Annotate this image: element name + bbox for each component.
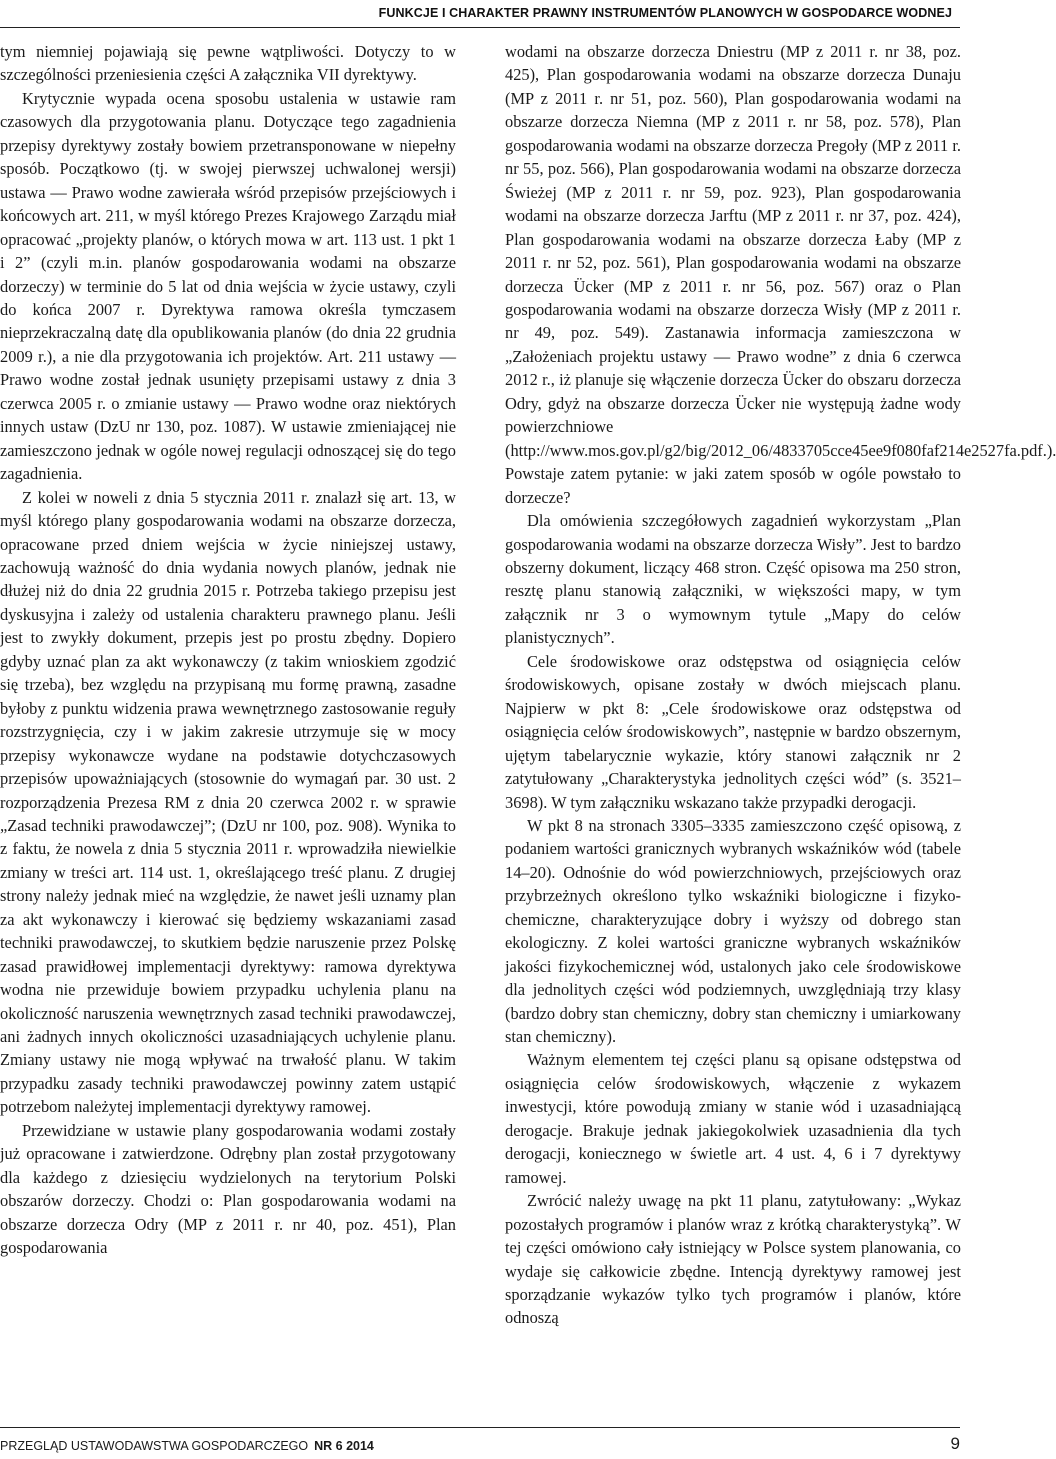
running-title: FUNKCJE I CHARAKTER PRAWNY INSTRUMENTÓW PLANOWYCH W GOSPODARCE WODNEJ — [378, 6, 952, 20]
left-text-column — [0, 40, 456, 1260]
right-text-column — [505, 40, 1056, 1330]
issue-number: NR 6 2014 — [314, 1439, 374, 1453]
paragraph: Z kolei w noweli z dnia 5 stycznia 2011 r. znalazł się art. 13, w myśl którego plany gospodarowania wodami na obszarze dorzecza, opracowane przed dniem wejścia w życie niniejszej ustawy, zachowują ważność do dnia wydania nowych planów, jednak nie dłużej niż do dnia 22 grudnia 2015 r. Potrzeba takiego przepisu jest dyskusyjna i zależy od ustalenia charakteru prawnego planu. Jeśli jest to zwykły dokument, przepis jest po prostu zbędny. Dopiero gdyby uznać plan za akt wykonawczy (z takim wnioskiem zgodzić się trzeba), bez względu na przypisaną mu formę prawną, zasadne byłoby z punktu widzenia prawa wewnętrznego zastosowanie reguły rozstrzygnięcia, czy i w jakim zakresie utrzymuje się w mocy przepisy wykonawcze wydane na podstawie dotychczasowych przepisów upoważniających (stosownie do wymagań par. 30 ust. 2 rozporządzenia Prezesa RM z dnia 20 czerwca 2002 r. w sprawie „Zasad techniki prawodawczej”; (DzU nr 100, poz. 908). Wynika to z faktu, że nowela z dnia 5 stycznia 2011 r. wprowadziła niewielkie zmiany w treści art. 114 ust. 1, określającego treść planu. Z drugiej strony należy jednak mieć na względzie, że nawet jeśli uznamy plan za akt wykonawczy i kierować się będziemy wskazaniami zasad techniki prawodawczej, to skutkiem będzie naruszenie przez Polskę zasad prawidłowej implementacji dyrektywy: ramowa dyrektywa wodna nie przewiduje bowiem przypadku uchylenia planu na okoliczność naruszenia wewnętrznych zasad techniki prawodawczej, ani żadnych innych okoliczności uzasadniających uchylenie planu. Zmiany ustawy nie mogą wpływać na trwałość planu. W takim przypadku zasady techniki prawodawczej powinny zatem ustąpić potrzebom należytej implementacji dyrektywy ramowej. — [0, 487, 456, 1117]
header-divider — [0, 27, 960, 28]
footer-journal-info — [0, 1439, 374, 1453]
paragraph: wodami na obszarze dorzecza Dniestru (MP z 2011 r. nr 38, poz. 425), Plan gospodarowania wodami na obszarze dorzecza Dunaju (MP z 2011 r. nr 51, poz. 560), Plan gospodarowania wodami na obszarze dorzecza Niemna (MP z 2011 r. nr 58, poz. 578), Plan gospodarowania wodami na obszarze dorzecza Pregoły (MP z 2011 r. nr 55, poz. 566), Plan gospodarowania wodami na obszarze dorzecza Świeżej (MP z 2011 r. nr 59, poz. 923), Plan gospodarowania wodami na obszarze dorzecza Jarftu (MP z 2011 r. nr 37, poz. 424), Plan gospodarowania wodami na obszarze dorzecza Łaby (MP z 2011 r. nr 52, poz. 561), Plan gospodarowania wodami na obszarze dorzecza Ücker (MP z 2011 r. nr 56, poz. 567) oraz o Plan gospodarowania wodami na obszarze dorzecza Wisły (MP z 2011 r. nr 49, poz. 549). Zastanawia informacja zamieszczona w „Założeniach projektu ustawy — Prawo wodne” z dnia 6 czerwca 2012 r., iż planuje się włączenie dorzecza Ücker do obszaru dorzecza Odry, gdyż na obszarze dorzecza Ücker nie występują żadne wody powierzchniowe (http://www.mos.gov.pl/g2/big/2012_06/4833705cce45ee9f080faf214e2527fa.pdf.). Powstaje zatem pytanie: w jaki zatem sposób w ogóle powstało to dorzecze? — [505, 42, 1056, 507]
paragraph: Dla omówienia szczegółowych zagadnień wykorzystam „Plan gospodarowania wodami na obszarze dorzecza Wisły”. Jest to bardzo obszerny dokument, liczący 468 stron. Część opisowa ma 250 stron, resztę planu stanowią załączniki, w większości mapy, w tym załącznik nr 3 o wymownym tytule „Mapy do celów planistycznych”. — [505, 511, 961, 648]
journal-name: PRZEGLĄD USTAWODAWSTWA GOSPODARCZEGO — [0, 1439, 309, 1453]
paragraph: Przewidziane w ustawie plany gospodarowania wodami zostały już opracowane i zatwierdzone. Odrębny plan został przygotowany dla każdego z dziesięciu wydzielonych na terytorium Polski obszarów dorzeczy. Chodzi o: Plan gospodarowania wodami na obszarze dorzecza Odry (MP z 2011 r. nr 40, poz. 451), Plan gospodarowania — [0, 1120, 456, 1258]
paragraph: Zwrócić należy uwagę na pkt 11 planu, zatytułowany: „Wykaz pozostałych programów i planów wraz z krótką charakterystyką”. W tej części omówiono cały istniejący w Polsce system planowania, co wydaje się całkowicie zbędne. Intencją dyrektywy ramowej jest sporządzanie wykazów tylko tych programów i planów, które odnoszą — [505, 1191, 961, 1328]
footer-divider — [0, 1427, 960, 1428]
paragraph: tym niemniej pojawiają się pewne wątpliwości. Dotyczy to w szczególności przeniesienia części A załącznika VII dyrektywy. — [0, 42, 456, 85]
paragraph: Krytycznie wypada ocena sposobu ustalenia w ustawie ram czasowych dla przygotowania planu. Dotyczące tego zagadnienia przepisy dyrektywy zostały bowiem przetransponowane w niepełny sposób. Początkowo (tj. w swojej pierwszej uchwalonej wersji) ustawa — Prawo wodne zawierała wśród przepisów przejściowych i końcowych art. 211, w myśl którego Prezes Krajowego Zarządu miał opracować „projekty planów, o których mowa w art. 113 ust. 1 pkt 1 i 2” (czyli m.in. planów gospodarowania wodami na obszarze dorzeczy) w terminie do 5 lat od dnia wejścia w życie ustawy, czyli do końca 2007 r. Dyrektywa ramowa określa tymczasem nieprzekraczalną datę dla opublikowania planów (do dnia 22 grudnia 2009 r.), a nie dla przygotowania ich projektów. Art. 211 ustawy — Prawo wodne został jednak usunięty przepisami ustawy z dnia 3 czerwca 2005 r. o zmianie ustawy — Prawo wodne oraz niektórych innych ustaw (DzU nr 130, poz. 1087). W ustawie zmieniającej nie zamieszczono jednak w ogóle nowej regulacji odnoszącej się do tego zagadnienia. — [0, 88, 456, 484]
paragraph: W pkt 8 na stronach 3305–3335 zamieszczono część opisową, z podaniem wartości granicznych wybranych wskaźników wód (tabele 14–20). Odnośnie do wód powierzchniowych, przejściowych oraz przybrzeżnych określono tylko wskaźniki biologiczne i fizyko-chemiczne, charakteryzujące dobry i wyższy od dobrego stan ekologiczny. Z kolei wartości graniczne wybranych wskaźników jakości fizykochemicznej wód, ustalonych jako cele środowiskowe dla jednolitych części wód podziemnych, uwzględniają trzy klasy (bardzo dobry stan chemiczny, dobry stan chemiczny i umiarkowany stan chemiczny). — [505, 815, 961, 1047]
paragraph: Cele środowiskowe oraz odstępstwa od osiągnięcia celów środowiskowych, opisane zostały w dwóch miejscach planu. Najpierw w pkt 8: „Cele środowiskowe oraz odstępstwa od osiągnięcia celów środowiskowych”, następnie w bardzo obszernym, ujętym tabelarycznie wykazie, który stanowi załącznik nr 2 zatytułowany „Charakterystyka jednolitych części wód” (s. 3521–3698). W tym załączniku wskazano także przypadki derogacji. — [505, 651, 961, 812]
page-number: 9 — [950, 1434, 960, 1453]
paragraph: Ważnym elementem tej części planu są opisane odstępstwa od osiągnięcia celów środowiskowych, włączenie z wykazem inwestycji, które powodują zmiany w stanie wód i uzasadniającą derogacje. Brakuje jednak jakiegokolwiek uzasadnienia dla tych derogacji, koniecznego w świetle art. 4 ust. 4, 6 i 7 dyrektywy ramowej. — [505, 1050, 961, 1187]
